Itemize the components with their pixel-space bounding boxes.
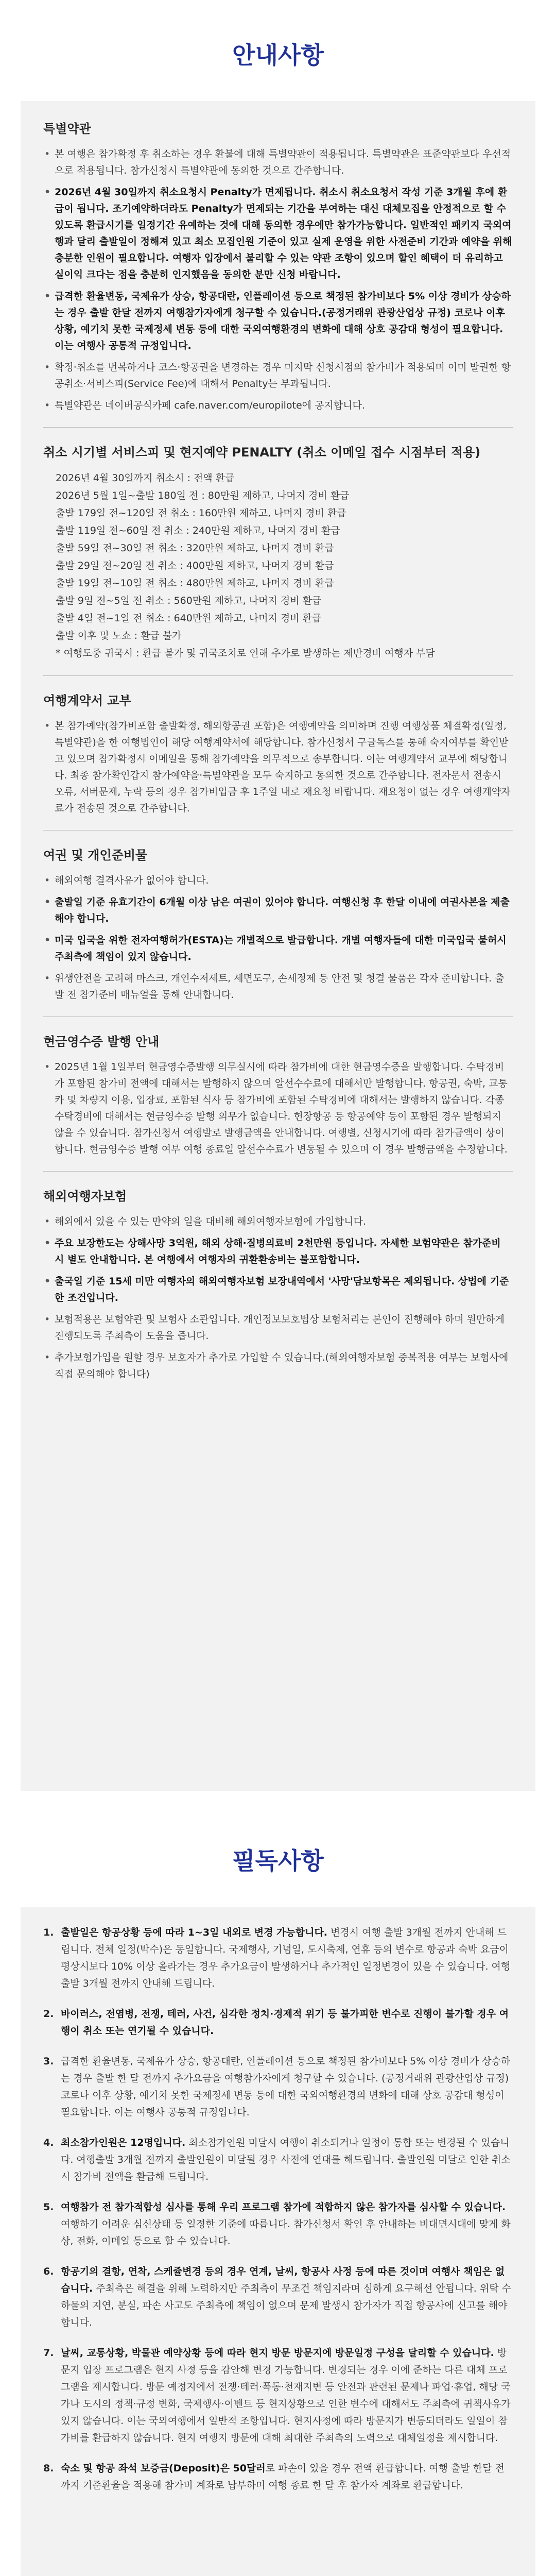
contract-block [43, 690, 513, 817]
divider [43, 675, 513, 676]
divider [43, 830, 513, 831]
special-terms-heading: 특별약관 [43, 121, 91, 136]
insurance-heading: 해외여행자보험 [43, 1189, 127, 1204]
list-item: • 출발일 기준 유효기간이 6개월 이상 남은 여권이 있어야 합니다. 여행신청 후 한달 이내에 여권사본을 제출해야 합니다. [43, 894, 513, 927]
receipt-block [43, 1031, 513, 1158]
must-read-panel [21, 1907, 535, 2576]
list-item: • 2025년 1월 1일부터 현금영수증발행 의무실시에 따라 참가비에 대한 현금영수증을 발행합니다. 수탁경비가 포함된 참가비 전액에 대해서는 발행하지 않으며 알선수수료에 대해서만 발행합니다. 항공권, 숙박, 교통카 및 차량지 이용, 입장료, 포함된 식사 등 참가비에 포함된 수탁경비에 대해서는 발행하지 않습니다. 각종 수탁경비에 대해서는 현금영수증 발행 의무가 없습니다. 헌장항공 등 항공예약 등이 포함된 경우 발행되지 않을 수 있습니다. 참가신청서 여행발로 발행금액을 안내합니다. 여행별, 신청시기에 따라 참가금액이 상이합니다. 현금영수증 발행 여부 여행 종료일 알선수수료가 변동될 수 있으며 이 경우 발행금액을 수정합니다. [43, 1059, 513, 1158]
penalty-row: 2026년 4월 30일까지 취소시 : 전액 환급 [56, 472, 235, 484]
penalty-block [43, 442, 513, 662]
page [0, 16, 556, 2576]
list-item: • 확정·취소를 번복하거나 코스·항공권을 변경하는 경우 미지막 신청시점의 참가비가 적용되며 이미 발권한 항공취소·서비스피(Service Fee)에 대해서 Penalty는 부과됩니다. [43, 359, 513, 392]
item-lead: 여행참가 전 참가적합성 심사를 통해 우리 프로그램 참가에 적합하지 않은 참가자를 심사할 수 있습니다. [61, 2201, 506, 2213]
list-item: • 보험적용은 보험약관 및 보험사 소관입니다. 개인정보보호법상 보험처리는 본인이 진행해야 하며 원만하게 진행되도록 주최측이 도움을 줍니다. [43, 1311, 513, 1344]
penalty-row: 출발 29일 전~20일 전 취소 : 400만원 제하고, 나머지 경비 환급 [56, 560, 334, 571]
list-item: • 본 참가예약(참가비포함 출발확정, 해외항공권 포함)은 여행예약을 의미하며 진행 여행상품 체결확정(일정, 특별약관)을 한 여행법인이 해당 여행계약서에 해당합니다. 참가신청서 구글독스를 통해 숙지여부를 확인받고 있으며 참가확정시 이메일을 통해 참가예약을 의무적으로 송부합니다. 이는 여행계약서 교부에 해당합니다. 최종 참가확인갑지 참가예약을·특별약관을 모두 숙지하고 동의한 것으로 간주합니다. 전자문서 전송시 오류, 서버문제, 누락 등의 경우 참가비입금 후 1주일 내로 재요청 바랍니다. 재요청이 없는 경우 여행계약자료가 전송된 것으로 간주합니다. [43, 718, 513, 817]
passport-heading: 여권 및 개인준비물 [43, 848, 148, 862]
must-read-item [43, 2053, 513, 2121]
list-item: • 2026년 4월 30일까지 취소요청시 Penalty가 면제됩니다. 취소시 취소요청서 작성 기준 3개월 후에 환급이 됩니다. 조기예약하더라도 Penalty가 면제되는 기간을 부여하는 대신 대체모집을 안정적으로 할 수 있도록 환급시기를 일정기간 유예하는 것에 대해 동의한 경우에만 참가가능합니다. 일반적인 패키지 국외여행과 달리 출발일이 정해져 있고 최소 모집인원 기준이 있고 실제 운영을 위한 사전준비 기간과 예약을 위해 충분한 인원이 필요합니다. 여행자 입장에서 불리할 수 있는 약관 조항이 있으며 할인 혜택이 더 유리하고 실이익 크다는 점을 충분히 인지했음을 동의한 분만 신청 바랍니다. [43, 184, 513, 283]
contract-list [43, 718, 513, 817]
penalty-row: 출발 4일 전~1일 전 취소 : 640만원 제하고, 나머지 경비 환급 [56, 612, 322, 624]
item-body [61, 2006, 513, 2040]
item-number: 7. [43, 2347, 54, 2359]
divider [43, 1016, 513, 1017]
item-body [61, 1924, 513, 1992]
item-body [61, 2345, 513, 2447]
list-item: • 본 여행은 참가확정 후 취소하는 경우 환불에 대해 특별약관이 적용됩니다. 특별약관은 표준약관보다 우선적으로 적용됩니다. 참가신청시 특별약관에 동의한 것으로 간주합니다. [43, 146, 513, 179]
item-text: 변경시 여행 출발 3개월 전까지 안내해 드립니다. 전체 일정(박수)은 동일합니다. 국제행사, 기념일, 도시축제, 연휴 등의 변수로 항공과 숙박 요금이 평상시보다 10% 이상 올라가는 경우 추가요금이 발생하거나 추가적인 일정변경이 있을 수 있습니다. 여행출발 3개월 전까지 안내해 드립니다. [61, 1927, 511, 1990]
must-read-item [43, 1924, 513, 1992]
item-lead: 항공기의 결항, 연착, 스케쥴변경 등의 경우 연계, 날씨, 항공사 사정 등에 따른 것이며 여행사 책임은 없습니다. [61, 2266, 505, 2295]
item-body [61, 2460, 513, 2494]
item-body [61, 2199, 513, 2250]
list-item: • 출국일 기준 15세 미만 여행자의 해외여행자보험 보장내역에서 '사망'담보항목은 제외됩니다. 상법에 기준한 조건입니다. [43, 1273, 513, 1306]
list-item: • 위생안전을 고려해 마스크, 개인수저세트, 세면도구, 손세정제 등 안전 및 청결 물품은 각자 준비합니다. 출발 전 참가준비 매뉴얼을 통해 안내합니다. [43, 970, 513, 1003]
insurance-list [43, 1213, 513, 1382]
item-lead: 바이러스, 전염병, 전쟁, 테러, 사건, 심각한 정치·경제적 위기 등 불가피한 변수로 진행이 불가할 경우 여행이 취소 또는 연기될 수 있습니다. [61, 2008, 509, 2037]
penalty-heading: 취소 시기별 서비스피 및 현지예약 PENALTY (취소 이메일 접수 시점부터 적용) [43, 445, 481, 460]
item-number: 2. [43, 2008, 54, 2020]
item-body [61, 2053, 513, 2121]
item-number: 6. [43, 2266, 54, 2278]
penalty-row: * 여행도중 귀국시 : 환급 불가 및 귀국조치로 인해 추가로 발생하는 제반경비 여행자 부담 [56, 647, 435, 659]
notice-panel [21, 101, 535, 1791]
list-item: • 추가보험가입을 원할 경우 보호자가 추가로 가입할 수 있습니다.(해외여행자보험 중복적용 여부는 보험사에 직접 문의해야 합니다) [43, 1349, 513, 1382]
passport-block [43, 845, 513, 1003]
penalty-rows [43, 469, 513, 662]
item-text: 여행하기 어려운 심신상태 등 일정한 기준에 따릅니다. 참가신청서 확인 후 안내하는 비대면시대에 맞게 화상, 전화, 이메일 등으로 할 수 있습니다. [61, 2218, 511, 2247]
penalty-row: 출발 179일 전~120일 전 취소 : 160만원 제하고, 나머지 경비 환급 [56, 507, 346, 519]
penalty-row: 출발 119일 전~60일 전 취소 : 240만원 제하고, 나머지 경비 환급 [56, 524, 340, 536]
notice-title: 안내사항 [232, 41, 324, 69]
item-text: 급격한 환율변동, 국제유가 상승, 항공대란, 인플레이션 등으로 책정된 참가비보다 5% 이상 경비가 상승하는 경우 출발 한 달 전까지 추가요금을 여행참가자에게 청구할 수 있습니다. (공정거래위 관광산업상 규정) 코로나 이후 상황, 예기치 못한 국제정세 변동 등에 대한 국외여행환경의 변화에 대해 상호 공감대 형성이 필요합니다. 이는 여행사 공통적 규정입니다. [61, 2056, 511, 2119]
item-number: 3. [43, 2056, 54, 2067]
item-number: 8. [43, 2463, 54, 2475]
penalty-row: 출발 59일 전~30일 전 취소 : 320만원 제하고, 나머지 경비 환급 [56, 542, 334, 554]
must-read-item [43, 2263, 513, 2331]
item-lead: 숙소 및 항공 좌석 보증금(Deposit)은 50달러 [61, 2463, 266, 2475]
must-read-item [43, 2460, 513, 2494]
item-body [61, 2134, 513, 2185]
must-read-title: 필독사항 [232, 1847, 324, 1875]
divider [43, 1171, 513, 1172]
penalty-row: 출발 9일 전~5일 전 취소 : 560만원 제하고, 나머지 경비 환급 [56, 595, 322, 606]
list-item: • 해외여행 결격사유가 없어야 합니다. [43, 872, 513, 889]
item-text: 방문지 입장 프로그램은 현지 사정 등을 감안해 변경 가능합니다. 변경되는 경우 이에 준하는 다른 대체 프로그램을 제시합니다. 방문 예정지에서 전쟁·테러·폭동·천재지변 등 안전과 관련된 문제나 파업·휴업, 해당 국가나 도시의 정책·규정 변화, 국제행사·이벤트 등 현지상황으로 인한 변수에 대해서도 주최측에 귀책사유가 있지 않습니다. 이는 국외여행에서 일반적 조항입니다. 현지사정에 따라 방문지가 변동되더라도 일일이 참가비를 환급하지 않습니다. 현지 여행지 방문에 대해 최대한 주최측의 노력으로 대체일정을 제시합니다. [61, 2347, 511, 2444]
item-body [61, 2263, 513, 2331]
item-number: 5. [43, 2201, 54, 2213]
item-text: 로 파손이 있을 경우 전액 환급합니다. 여행 출발 한달 전까지 기준환율을 적용해 참가비 계좌로 납부하며 여행 종료 한 달 후 참가자 계좌로 환급합니다. [61, 2463, 505, 2492]
list-item: • 급격한 환율변동, 국제유가 상승, 항공대란, 인플레이션 등으로 책정된 참가비보다 5% 이상 경비가 상승하는 경우 출발 한달 전까지 여행참가자에게 청구할 수 있습니다.(공정거래위 관광산업상 규정) 코로나 이후 상황, 예기치 못한 국제정세 변동 등에 대한 국외여행환경의 변화에 대해 상호 공감대 형성이 필요합니다. 이는 여행사 공통적 규정입니다. [43, 288, 513, 354]
must-read-item [43, 2134, 513, 2185]
must-read-item [43, 2006, 513, 2040]
receipt-heading: 현금영수증 발행 안내 [43, 1034, 160, 1049]
penalty-row: 출발 19일 전~10일 전 취소 : 480만원 제하고, 나머지 경비 환급 [56, 577, 334, 589]
contract-heading: 여행계약서 교부 [43, 693, 131, 708]
divider [43, 427, 513, 428]
list-item: • 미국 입국을 위한 전자여행허가(ESTA)는 개별적으로 발급합니다. 개별 여행자들에 대한 미국입국 불허시 주최측에 책임이 있지 않습니다. [43, 932, 513, 965]
item-text: 최소참가인원 미달시 여행이 취소되거나 일정이 통합 또는 변경될 수 있습니다. 여행출발 3개월 전까지 출발인원이 미달될 경우 사전에 연대를 해드립니다. 출발인원 미달로 인한 취소시 참가비 전액을 환급해 드립니다. [61, 2137, 511, 2183]
must-read-item [43, 2199, 513, 2250]
list-item: • 해외에서 있을 수 있는 만약의 일을 대비해 해외여행자보험에 가입합니다. [43, 1213, 513, 1230]
passport-list [43, 872, 513, 1003]
special-terms-block [43, 118, 513, 414]
item-number: 1. [43, 1927, 54, 1939]
item-lead: 출발일은 항공상황 등에 따라 1~3일 내외로 변경 가능합니다. [61, 1927, 328, 1939]
list-item: • 특별약관은 네이버공식카페 cafe.naver.com/europilote에 공지합니다. [43, 397, 513, 414]
penalty-row: 2026년 5월 1일~출발 180일 전 : 80만원 제하고, 나머지 경비 환급 [56, 489, 350, 501]
must-read-list [43, 1924, 513, 2494]
receipt-list [43, 1059, 513, 1158]
special-terms-list [43, 146, 513, 414]
item-number: 4. [43, 2137, 54, 2149]
item-text: 주최측은 해결을 위해 노력하지만 주최측이 무조건 책임지라며 심하게 요구해선 안됩니다. 위탁 수하물의 지연, 분실, 파손 사고도 주최측에 책임이 없으며 문제 발생시 참가자가 직접 항공사에 신고를 해야합니다. [61, 2283, 511, 2329]
item-lead: 날씨, 교통상황, 박물관 예약상황 등에 따라 현지 방문 방문지에 방문일정 구성을 달리할 수 있습니다. [61, 2347, 494, 2359]
penalty-row: 출발 이후 및 노쇼 : 환급 불가 [56, 630, 182, 641]
item-lead: 최소참가인원은 12명입니다. [61, 2137, 186, 2149]
insurance-block [43, 1186, 513, 1382]
must-read-item [43, 2345, 513, 2447]
list-item: • 주요 보장한도는 상해사망 3억원, 해외 상해·질병의료비 2천만원 등입니다. 자세한 보험약관은 참가준비 시 별도 안내합니다. 본 여행에서 여행자의 귀환환송비는 불포함합니다. [43, 1235, 513, 1268]
